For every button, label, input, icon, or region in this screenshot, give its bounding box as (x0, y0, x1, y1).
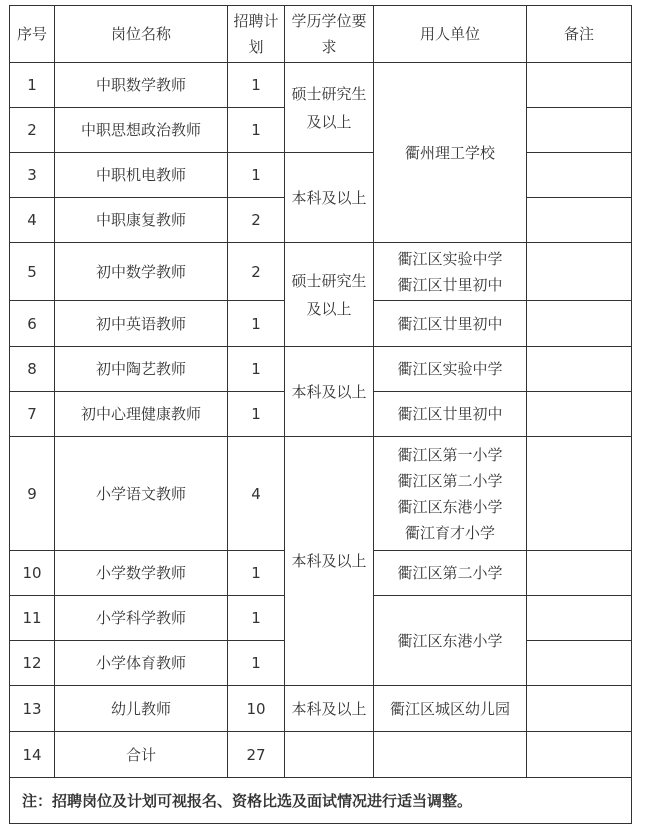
cell-edu: 本科及以上 (285, 686, 374, 732)
cell-unit: 衢江区城区幼儿园 (374, 686, 527, 732)
cell-post: 初中数学教师 (55, 243, 228, 301)
cell-plan: 1 (228, 596, 285, 641)
edu-line: 及以上 (306, 112, 352, 131)
cell-post: 小学数学教师 (55, 551, 228, 596)
edu-line: 硕士研究生 (291, 271, 367, 290)
cell-seq: 3 (10, 153, 55, 198)
cell-remark (527, 301, 632, 347)
table-row (10, 686, 632, 732)
cell-post: 初中心理健康教师 (55, 392, 228, 437)
cell-seq: 4 (10, 198, 55, 243)
cell-seq: 8 (10, 347, 55, 392)
header-remark: 备注 (527, 6, 632, 63)
note-row (10, 778, 632, 824)
cell-plan: 4 (228, 437, 285, 551)
unit-line: 衢江区第一小学 (397, 445, 503, 464)
cell-unit: 衢江区实验中学 (374, 347, 527, 392)
header-seq: 序号 (10, 6, 55, 63)
cell-remark (527, 153, 632, 198)
cell-remark (527, 63, 632, 108)
unit-line: 衢江区第二小学 (397, 471, 503, 490)
cell-seq: 9 (10, 437, 55, 551)
cell-remark (527, 732, 632, 778)
cell-remark (527, 243, 632, 301)
cell-seq: 11 (10, 596, 55, 641)
header-edu-line1: 学历学位要 (291, 12, 367, 30)
header-plan (228, 6, 285, 63)
cell-unit: 衢江区廿里初中 (374, 392, 527, 437)
unit-line: 衢江区廿里初中 (397, 275, 503, 294)
cell-post: 小学体育教师 (55, 641, 228, 686)
header-edu-line2: 求 (321, 38, 337, 56)
cell-post: 中职数学教师 (55, 63, 228, 108)
cell-plan: 1 (228, 301, 285, 347)
edu-line: 硕士研究生 (291, 84, 367, 103)
cell-plan: 1 (228, 551, 285, 596)
header-unit: 用人单位 (374, 6, 527, 63)
cell-plan: 2 (228, 243, 285, 301)
cell-post: 合计 (55, 732, 228, 778)
table-row (10, 347, 632, 392)
cell-remark (527, 437, 632, 551)
header-plan-line1: 招聘计 (233, 12, 279, 30)
cell-unit: 衢江区东港小学 (374, 596, 527, 686)
table-row (10, 63, 632, 108)
unit-line: 衢江育才小学 (404, 523, 495, 542)
cell-remark (527, 686, 632, 732)
cell-plan: 10 (228, 686, 285, 732)
cell-unit (374, 437, 527, 551)
cell-plan: 1 (228, 641, 285, 686)
edu-line: 及以上 (306, 299, 352, 318)
cell-post: 中职思想政治教师 (55, 108, 228, 153)
cell-post: 中职机电教师 (55, 153, 228, 198)
note-text: 注：招聘岗位及计划可视报名、资格比选及面试情况进行适当调整。 (10, 778, 632, 824)
cell-seq: 6 (10, 301, 55, 347)
table-row (10, 243, 632, 301)
cell-plan: 2 (228, 198, 285, 243)
cell-seq: 5 (10, 243, 55, 301)
cell-post: 小学科学教师 (55, 596, 228, 641)
cell-plan: 1 (228, 63, 285, 108)
cell-seq: 10 (10, 551, 55, 596)
cell-unit (374, 732, 527, 778)
cell-edu (285, 243, 374, 347)
header-plan-line2: 划 (248, 38, 264, 56)
cell-unit (374, 243, 527, 301)
table-row (10, 437, 632, 551)
cell-seq: 14 (10, 732, 55, 778)
table-row (10, 153, 632, 198)
cell-unit: 衢江区第二小学 (374, 551, 527, 596)
cell-seq: 2 (10, 108, 55, 153)
cell-seq: 13 (10, 686, 55, 732)
cell-remark (527, 596, 632, 641)
cell-remark (527, 347, 632, 392)
cell-post: 初中陶艺教师 (55, 347, 228, 392)
cell-unit: 衢江区廿里初中 (374, 301, 527, 347)
cell-remark (527, 551, 632, 596)
cell-remark (527, 392, 632, 437)
cell-remark (527, 198, 632, 243)
cell-remark (527, 108, 632, 153)
cell-edu: 本科及以上 (285, 437, 374, 686)
cell-post: 幼儿教师 (55, 686, 228, 732)
cell-remark (527, 641, 632, 686)
cell-plan: 27 (228, 732, 285, 778)
header-row (10, 6, 632, 63)
header-edu (285, 6, 374, 63)
cell-seq: 1 (10, 63, 55, 108)
cell-edu: 本科及以上 (285, 347, 374, 437)
cell-plan: 1 (228, 347, 285, 392)
cell-unit: 衢州理工学校 (374, 63, 527, 243)
cell-plan: 1 (228, 392, 285, 437)
cell-plan: 1 (228, 108, 285, 153)
cell-edu: 本科及以上 (285, 153, 374, 243)
cell-edu (285, 732, 374, 778)
cell-seq: 7 (10, 392, 55, 437)
unit-line: 衢江区实验中学 (397, 249, 503, 268)
total-row (10, 732, 632, 778)
cell-post: 初中英语教师 (55, 301, 228, 347)
cell-post: 小学语文教师 (55, 437, 228, 551)
header-post: 岗位名称 (55, 6, 228, 63)
recruitment-table (9, 5, 632, 824)
cell-post: 中职康复教师 (55, 198, 228, 243)
cell-plan: 1 (228, 153, 285, 198)
unit-line: 衢江区东港小学 (397, 497, 503, 516)
cell-edu (285, 63, 374, 153)
cell-seq: 12 (10, 641, 55, 686)
